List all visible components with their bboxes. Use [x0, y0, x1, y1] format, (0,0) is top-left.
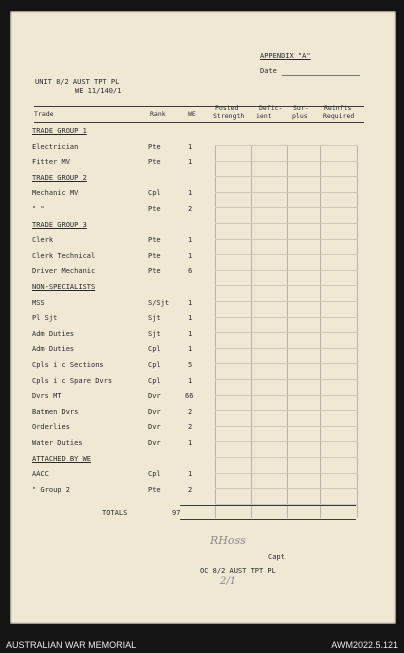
rank-value: Cpl: [148, 189, 161, 198]
rank-value: Sjt: [148, 314, 161, 323]
rank-value: Pte: [148, 236, 161, 245]
signature-rank: Capt: [268, 553, 285, 561]
unit-line-2: WE 11/140/1: [75, 87, 122, 95]
we-value: 1: [188, 329, 193, 338]
col-posted-1: Posted: [215, 104, 239, 112]
we-value: 1: [188, 236, 193, 245]
trade-label: " Group 2: [32, 485, 70, 494]
rank-value: Pte: [148, 205, 161, 213]
trade-label: Driver Mechanic: [32, 267, 96, 276]
rank-value: Pte: [148, 251, 161, 260]
we-value: 2: [188, 205, 193, 213]
rank-value: Dvr: [148, 439, 161, 447]
totals-label: TOTALS: [102, 509, 128, 517]
footer-institution: AUSTRALIAN WAR MEMORIAL: [6, 640, 137, 650]
we-value: 1: [188, 298, 193, 307]
trade-label: Adm Duties: [32, 345, 75, 354]
appendix-label: APPENDIX "A": [260, 52, 311, 60]
col-rank: Rank: [150, 110, 166, 118]
totals-top-rule: [180, 505, 356, 506]
document-page: [10, 11, 396, 624]
trade-label: Adm Duties: [32, 329, 75, 338]
trade-label: Dvrs MT: [32, 392, 62, 401]
col-defic-1: Defic-: [259, 104, 283, 112]
header-top-rule: [34, 106, 364, 107]
rank-value: Pte: [148, 142, 161, 151]
we-value: 1: [188, 189, 193, 198]
we-value: 2: [188, 485, 193, 494]
footer-accession: AWM2022.5.121: [331, 640, 398, 650]
totals-value: 97: [172, 509, 181, 517]
totals-bottom-rule: [180, 519, 356, 520]
rank-value: Sjt: [148, 329, 161, 338]
trade-label: Orderlies: [32, 423, 70, 432]
we-value: 2: [188, 407, 193, 416]
trade-label: AACC: [32, 470, 49, 479]
we-value: 6: [188, 267, 193, 276]
trade-label: Cpls i c Spare Dvrs: [32, 376, 113, 385]
rank-value: Cpl: [148, 376, 161, 385]
rank-value: Dvr: [148, 392, 161, 401]
archive-footer: [0, 635, 404, 653]
we-value: 2: [188, 423, 193, 432]
unit-line-1: UNIT 8/2 AUST TPT PL: [35, 78, 120, 86]
trade-label: MSS: [32, 298, 45, 307]
rank-value: S/Sjt: [148, 298, 170, 307]
col-reinfts-1: Reinfts: [324, 104, 352, 112]
trade-label: Cpls i c Sections: [32, 361, 104, 369]
pencil-initials: 2/1: [220, 576, 237, 587]
section-heading: TRADE GROUP 3: [32, 220, 87, 229]
col-defic-2: ient: [256, 112, 272, 120]
rank-value: Pte: [148, 267, 161, 276]
rank-value: Cpl: [148, 361, 161, 369]
section-heading: ATTACHED BY WE: [32, 454, 92, 463]
section-heading: TRADE GROUP 1: [32, 127, 87, 135]
date-line: [282, 75, 360, 76]
section-heading: NON-SPECIALISTS: [32, 283, 96, 291]
header-bottom-rule: [34, 122, 364, 123]
we-value: 1: [188, 470, 193, 479]
pencil-signature: RHoss: [210, 534, 246, 547]
date-label: Date: [260, 67, 277, 75]
col-trade: Trade: [34, 110, 54, 118]
col-surplus-1: Sur-: [293, 104, 309, 112]
rank-value: Pte: [148, 485, 161, 494]
we-value: 1: [188, 376, 193, 385]
trade-label: Mechanic MV: [32, 189, 79, 198]
trade-label: Pl Sjt: [32, 314, 58, 323]
we-value: 1: [188, 158, 193, 167]
col-posted-2: Strength: [213, 112, 245, 120]
section-heading: TRADE GROUP 2: [32, 173, 87, 182]
signature-unit: OC 8/2 AUST TPT PL: [200, 567, 276, 575]
rank-value: Cpl: [148, 470, 161, 479]
we-value: 5: [188, 361, 193, 369]
rank-value: Dvr: [148, 423, 161, 432]
col-reinfts-2: Required: [323, 112, 355, 120]
trade-label: Batmen Dvrs: [32, 407, 79, 416]
col-we: WE: [188, 110, 196, 118]
entry-grid: [215, 145, 358, 518]
rank-value: Dvr: [148, 407, 161, 416]
we-value: 1: [188, 142, 193, 151]
trade-label: Clerk: [32, 236, 54, 245]
trade-label: Clerk Technical: [32, 251, 96, 260]
we-value: 1: [188, 439, 193, 447]
rank-value: Cpl: [148, 345, 161, 354]
col-surplus-2: plus: [292, 112, 308, 120]
we-value: 66: [185, 392, 194, 401]
we-value: 1: [188, 314, 193, 323]
trade-label: Fitter MV: [32, 158, 70, 167]
trade-label: Water Duties: [32, 439, 83, 447]
trade-label: " ": [32, 205, 45, 213]
we-value: 1: [188, 251, 193, 260]
we-value: 1: [188, 345, 193, 354]
trade-label: Electrician: [32, 142, 79, 151]
rank-value: Pte: [148, 158, 161, 167]
